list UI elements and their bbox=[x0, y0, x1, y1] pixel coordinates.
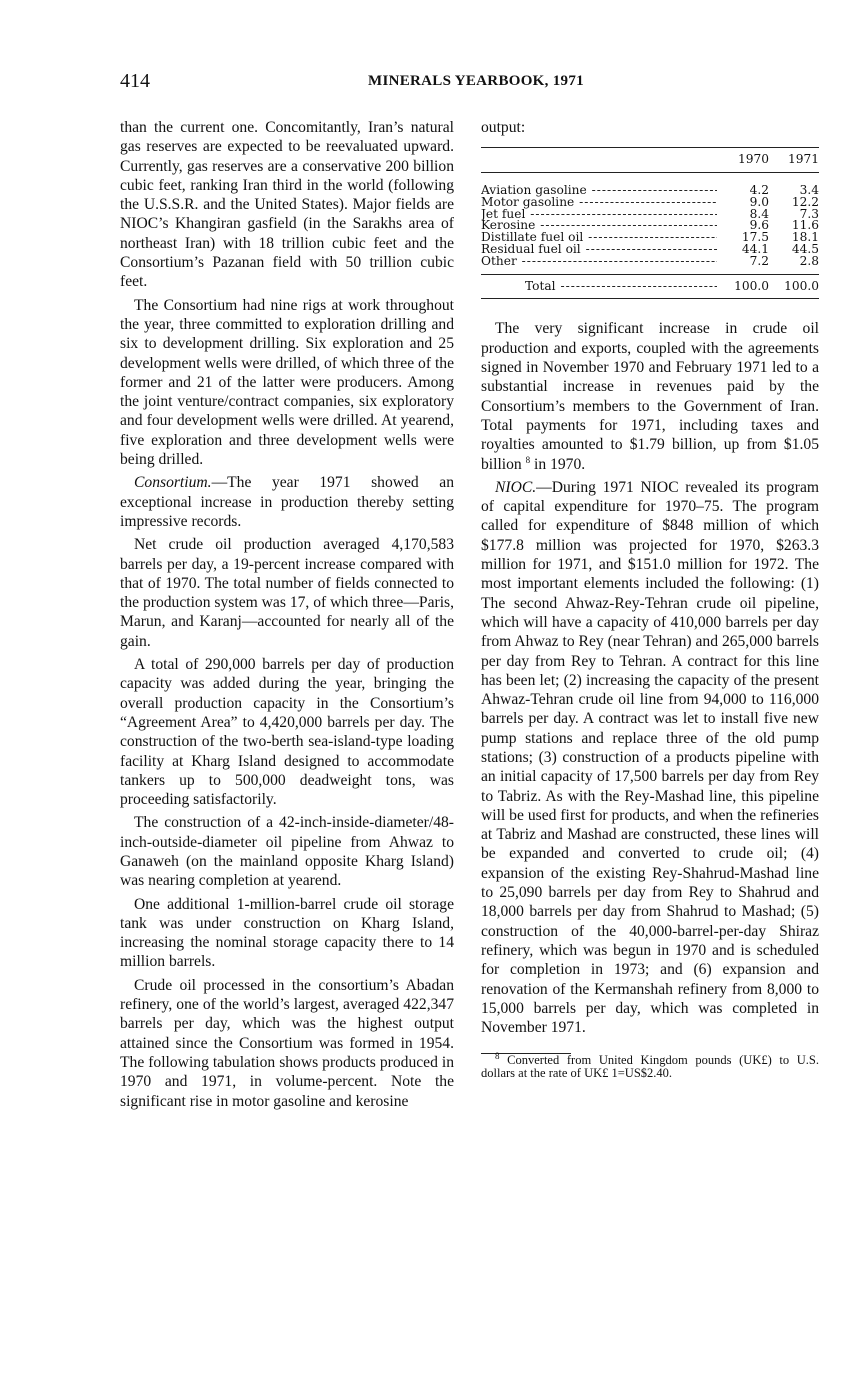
running-title: MINERALS YEARBOOK, 1971 bbox=[368, 73, 584, 89]
product-name: Distillate fuel oil ----- bbox=[481, 232, 717, 244]
value-1970: 4.2 bbox=[749, 183, 769, 198]
paragraph: A total of 290,000 barrels per day of production capacity was added during the year, bringing the overall production capacity in the Consortium’s “Agreement Area” to 4,420,000 barrels per day. The construction of the two-berth sea-island-type loading facility at Kharg Island designed to accommodate tankers up to 500,000 deadweight tons, was proceeding satisfactorily. bbox=[120, 656, 454, 809]
paragraph-text: in 1970. bbox=[530, 455, 586, 473]
left-column bbox=[120, 118, 454, 1111]
products-table bbox=[481, 147, 819, 299]
total-1970: 100.0 bbox=[734, 278, 769, 293]
page-number: 414 bbox=[120, 70, 150, 92]
paragraph-text: —The year 1971 showed an exceptional increase in production thereby setting impressive records. bbox=[120, 474, 454, 530]
footnote-mark: 8 bbox=[495, 1051, 500, 1062]
total-label: Total ----- bbox=[481, 281, 717, 293]
value-1971: 11.6 bbox=[791, 218, 819, 233]
product-name: Other ----- bbox=[481, 256, 717, 268]
table-body bbox=[481, 173, 819, 274]
table-row bbox=[481, 253, 819, 268]
table-intro: output: bbox=[481, 119, 526, 136]
value-1971: 7.3 bbox=[799, 206, 819, 221]
paragraph bbox=[120, 473, 454, 531]
page-header bbox=[120, 70, 820, 94]
paragraph-text: The very significant increase in crude oil production and exports, coupled with the agreements signed in November 1970 and February 1971 led to a substantial increase in revenues paid by the Consortium’s members to the Government of Iran. Total payments for 1971, including taxes and royalties amounted to $1.79 billion, up from $1.05 billion bbox=[481, 320, 819, 473]
value-1971: 3.4 bbox=[799, 183, 819, 198]
product-name: Jet fuel ----- bbox=[481, 209, 717, 221]
right-column bbox=[481, 118, 819, 1079]
paragraph: The construction of a 42-inch-inside-diameter/48-inch-outside-diameter oil pipeline from Ahwaz to Ganaweh (on the mainland opposite Kharg Island) was nearing completion at yearend. bbox=[120, 814, 454, 890]
footnote-text: Converted from United Kingdom pounds (UK£) to U.S. dollars at the rate of UK£ 1=US$2.40. bbox=[481, 1053, 820, 1080]
column-header-1971: 1971 bbox=[787, 152, 819, 167]
value-1970: 9.0 bbox=[749, 194, 769, 209]
product-name: Motor gasoline ----- bbox=[481, 197, 717, 209]
value-1970: 9.6 bbox=[749, 218, 769, 233]
product-name: Kerosine ----- bbox=[481, 220, 717, 232]
total-1971: 100.0 bbox=[784, 278, 819, 293]
footnote bbox=[481, 1051, 820, 1080]
value-1970: 8.4 bbox=[749, 206, 769, 221]
paragraph bbox=[481, 478, 819, 1038]
footnote-reference: 8 bbox=[525, 454, 531, 465]
paragraph: Crude oil processed in the consortium’s Abadan refinery, one of the world’s largest, averaged 422,347 barrels per day, which was the highest output attained since the Consortium was formed in 1954. The following tabulation shows products produced in 1970 and 1971, in volume-percent. Note the significant rise in motor gasoline and kerosine bbox=[120, 976, 454, 1110]
section-lead: NIOC. bbox=[495, 478, 537, 496]
paragraph bbox=[481, 319, 819, 473]
product-name: Aviation gasoline ----- bbox=[481, 185, 717, 197]
table-header bbox=[481, 148, 819, 173]
paragraph: than the current one. Concomitantly, Iran’s natural gas reserves are expected to be reevaluated upward. Currently, gas reserves are a conservative 200 billion cubic feet, ranking Iran third in the world (following the U.S.S.R. and the United States). Major fields are NIOC’s Khangiran gasfield (in the Sarakhs area of northeast Iran) with 18 trillion cubic feet and the Consortium’s Pazanan field with 50 trillion cubic feet. bbox=[120, 119, 454, 291]
section-lead: Consortium. bbox=[134, 474, 212, 492]
value-1970: 44.1 bbox=[741, 242, 769, 257]
value-1971: 12.2 bbox=[791, 194, 819, 209]
value-1970: 17.5 bbox=[741, 230, 769, 245]
value-1971: 44.5 bbox=[791, 242, 819, 257]
paragraph: The Consortium had nine rigs at work throughout the year, three committed to exploration drilling and six to development drilling. Six exploration and 25 development wells were drilled, of which three of the former and 21 of the latter were producers. Among the joint venture/contract companies, six exploratory and four development wells were drilled. At yearend, five exploration and three development wells were being drilled. bbox=[120, 296, 454, 469]
value-1971: 18.1 bbox=[791, 230, 819, 245]
paragraph: Net crude oil production averaged 4,170,583 barrels per day, a 19-percent increase compared with that of 1970. The total number of fields connected to the production system was 17, of which three—Paris, Marun, and Karanj—accounted for nearly all of the gain. bbox=[120, 536, 454, 650]
paragraph-text: —During 1971 NIOC revealed its program of capital expenditure for 1970–75. The program called for expenditure of $848 million of which $177.8 million was projected for 1970, $263.3 million for 1971, and $151.0 million for 1972. The most important elements included the following: (1) The second Ahwaz-Rey-Tehran crude oil pipeline, which will have a capacity of 410,000 barrels per day from Ahwaz to Rey (near Tehran) and 265,000 barrels per day from Rey to Tehran. A contract for this line has been let; (2) increasing the capacity of the present Ahwaz-Tehran crude oil line from 94,000 to 116,000 barrels per day. A contract was let to install five new pump stations and replace three of the old pump stations; (3) construction of a products pipeline with an initial capacity of 17,500 barrels per day from Rey to Tabriz. As with the Rey-Mashad line, this pipeline will be used first for products, and when the refineries at Tabriz and Mashad are constructed, these lines will be expanded and converted to crude oil; (4) expansion of the existing Rey-Shahrud-Mashad line to 25,090 barrels per day from Rey to Shahrud and 18,000 barrels per day from Shahrud to Mashad; (5) construction of the 40,000-barrel-per-day Shiraz refinery, which was begun in 1970 and is scheduled for completion in 1973; and (6) expansion and renovation of the Kermanshah refinery from 8,000 to 15,000 barrels per day, which was completed in November 1971. bbox=[481, 478, 819, 1037]
table-total-row bbox=[481, 274, 819, 299]
value-1970: 7.2 bbox=[749, 253, 769, 268]
column-header-1970: 1970 bbox=[737, 152, 769, 167]
value-1971: 2.8 bbox=[799, 253, 819, 268]
paragraph: One additional 1-million-barrel crude oil storage tank was under construction on Kharg Island, increasing the nominal storage capacity there to 14 million barrels. bbox=[120, 895, 454, 971]
product-name: Residual fuel oil ----- bbox=[481, 244, 717, 256]
